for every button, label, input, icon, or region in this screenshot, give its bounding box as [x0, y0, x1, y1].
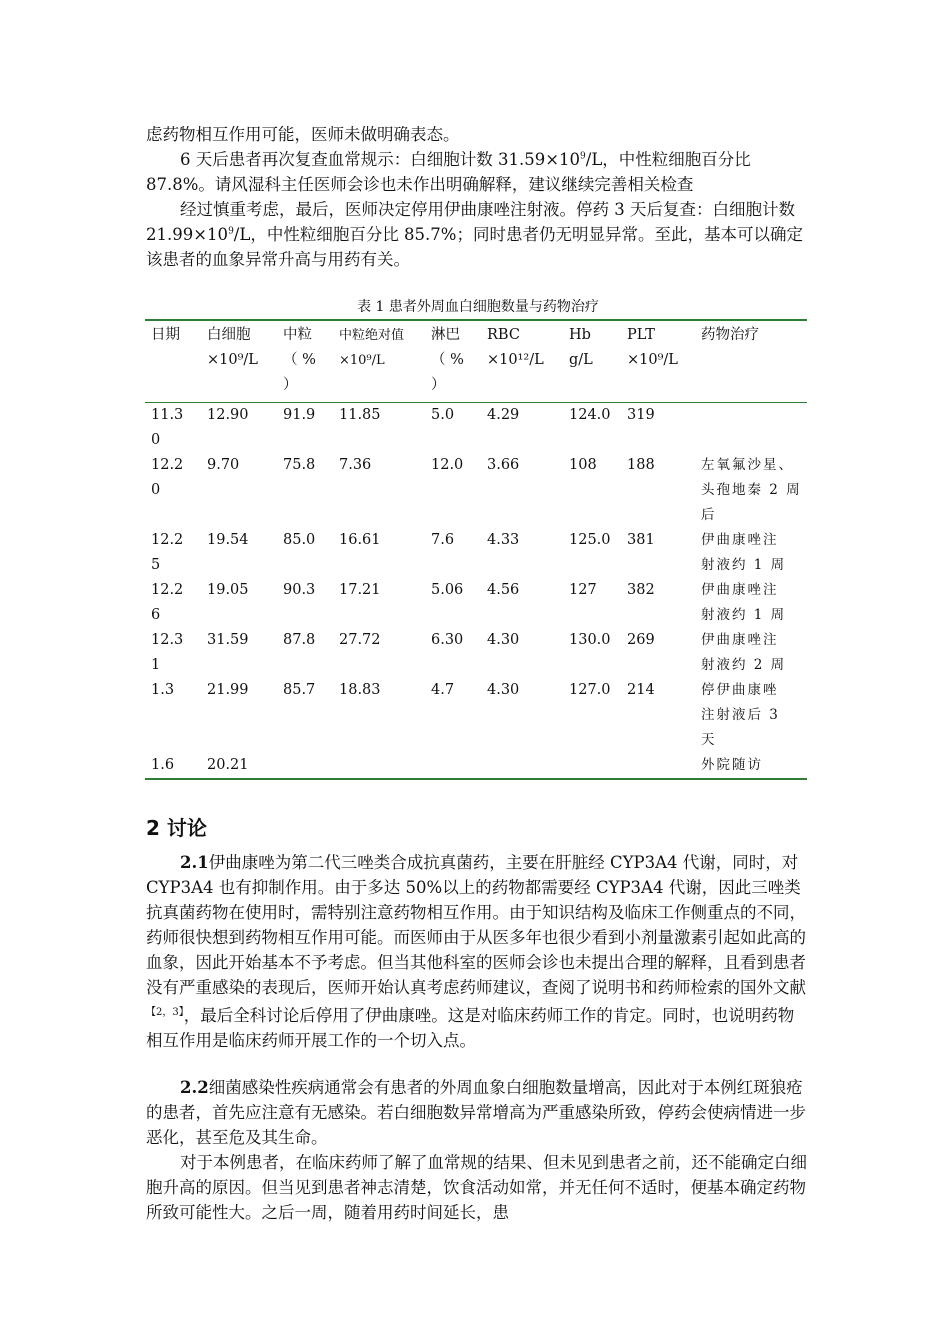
- cell-date: 12.2 6: [151, 582, 184, 623]
- cell-hb: 127.0: [569, 682, 611, 698]
- cell-neu-pct: 75.8: [283, 457, 316, 473]
- header-date: 日期: [151, 327, 180, 343]
- header-rbc: RBC ×10¹²/L: [487, 327, 544, 368]
- cell-date: 1.3: [151, 682, 175, 698]
- cell-drug: 伊曲康唑注 射液约 1 周: [701, 532, 787, 573]
- cell-drug: 左氧氟沙星、 头孢地秦 2 周 后: [701, 457, 802, 523]
- cell-rbc: 4.30: [487, 682, 520, 698]
- cell-wbc: 9.70: [207, 457, 240, 473]
- intro-paragraph-wbc-recheck: 6 天后患者再次复查血常规示：白细胞计数 $31.59\times 10^9/L$，中性粒细胞百分比 87.8%。请风湿科主任医师会诊也未作出明确解释，建议继续完善相关检查: [146, 150, 751, 194]
- cell-neu-abs: 11.85: [339, 407, 381, 423]
- cell-plt: 381: [627, 532, 655, 548]
- cell-drug: [695, 403, 807, 454]
- cell-date: 11.3 0: [151, 407, 184, 448]
- cell-lym: 4.7: [431, 682, 455, 698]
- cell-hb: 130.0: [569, 632, 611, 648]
- cell-wbc: 20.21: [207, 757, 249, 773]
- cell-drug: 伊曲康唑注 射液约 1 周: [701, 582, 787, 623]
- cell-rbc: 4.29: [487, 407, 520, 423]
- header-wbc: 白细胞 ×10⁹/L: [207, 327, 258, 368]
- table-row: [145, 578, 807, 628]
- cell-wbc: 19.54: [207, 532, 249, 548]
- cell-neu-abs: 17.21: [339, 582, 381, 598]
- cell-plt: 188: [627, 457, 655, 473]
- cell-lym: 7.6: [431, 532, 455, 548]
- cell-date: 12.3 1: [151, 632, 184, 673]
- table-header-row: [145, 320, 807, 403]
- cell-wbc: 31.59: [207, 632, 249, 648]
- cell-lym: 5.0: [431, 407, 455, 423]
- cell-plt: 382: [627, 582, 655, 598]
- section-heading-discussion: 2 讨论: [146, 816, 207, 840]
- cell-hb: 108: [569, 457, 597, 473]
- table-row: [145, 628, 807, 678]
- cell-wbc: 12.90: [207, 407, 249, 423]
- cell-wbc: 19.05: [207, 582, 249, 598]
- cell-neu-abs: 7.36: [339, 457, 372, 473]
- cell-wbc: 21.99: [207, 682, 249, 698]
- cell-plt: 319: [627, 407, 655, 423]
- cell-date: 12.2 0: [151, 457, 184, 498]
- discussion-last-paragraph: 对于本例患者，在临床药师了解了血常规的结果、但未见到患者之前，还不能确定白细胞升高的原因。但当见到患者神志清楚，饮食活动如常，并无任何不适时，便基本确定药物所致可能性大。之后一周，随着用药时间延长，患: [146, 1153, 807, 1222]
- cell-lym: 12.0: [431, 457, 464, 473]
- cell-rbc: 4.56: [487, 582, 520, 598]
- table-row: [145, 453, 807, 528]
- cell-neu-pct: 90.3: [283, 582, 316, 598]
- cell-plt: [621, 753, 695, 779]
- header-lymphocyte: 淋巴 （ % ）: [431, 327, 464, 393]
- cell-rbc: 4.30: [487, 632, 520, 648]
- cell-drug: 伊曲康唑注 射液约 2 周: [701, 632, 787, 673]
- header-hb: Hb g/L: [569, 327, 593, 368]
- header-neutrophil-abs: 中粒绝对值 ×10⁹/L: [339, 328, 405, 368]
- cell-plt: 269: [627, 632, 655, 648]
- cell-hb: [563, 753, 621, 779]
- wbc-drug-table: [145, 319, 807, 780]
- cell-neu-abs: [333, 753, 425, 779]
- cell-neu-abs: 16.61: [339, 532, 381, 548]
- header-neutrophil-pct: 中粒 （ % ）: [283, 327, 316, 393]
- intro-paragraph-stop-drug: 经过慎重考虑，最后，医师决定停用伊曲康唑注射液。停药 3 天后复查：白细胞计数 $21.99\times 10^9/L$，中性粒细胞百分比 85.7%；同时患者仍无明显异常。至此，基本可以确定该患者的血象异常升高与用药有关。: [146, 200, 803, 269]
- discussion-2-1: 2.1伊曲康唑为第二代三唑类合成抗真菌药，主要在肝脏经 CYP3A4 代谢，同时，对 CYP3A4 也有抑制作用。由于多达 50%以上的药物都需要经 CYP3A4 代谢，因此三唑类抗真菌药物在使用时，需特别注意药物相互作用。由于知识结构及临床工作侧重点的不同，药师很快想到药物相互作用可能。而医师由于从医多年也很少看到小剂量激素引起如此高的血象，因此开始基本不予考虑。但当其他科室的医师会诊也未提出合理的解释，且看到患者没有严重感染的表现后，医师开始认真考虑药师建议，查阅了说明书和药师检索的国外文献$^{【2,3】}$，最后全科讨论后停用了伊曲康唑。这是对临床药师工作的肯定。同时，也说明药物相互作用是临床药师开展工作的一个切入点。: [146, 853, 806, 1050]
- cell-hb: 125.0: [569, 532, 611, 548]
- table-row: [145, 528, 807, 578]
- cell-neu-pct: 85.0: [283, 532, 316, 548]
- header-plt: PLT ×10⁹/L: [627, 327, 678, 368]
- cell-neu-pct: 85.7: [283, 682, 316, 698]
- cell-rbc: 4.33: [487, 532, 520, 548]
- table-caption: 表 1 患者外周血白细胞数量与药物治疗: [357, 299, 599, 315]
- cell-rbc: 3.66: [487, 457, 520, 473]
- intro-line: 虑药物相互作用可能，医师未做明确表态。: [146, 125, 460, 144]
- cell-hb: 127: [569, 582, 597, 598]
- cell-date: 12.2 5: [151, 532, 184, 573]
- table-row: [145, 753, 807, 779]
- table-row: [145, 403, 807, 454]
- cell-rbc: [481, 753, 563, 779]
- cell-date: 1.6: [151, 757, 175, 773]
- cell-lym: 6.30: [431, 632, 464, 648]
- cell-lym: 5.06: [431, 582, 464, 598]
- table-row: [145, 678, 807, 753]
- cell-neu-pct: [277, 753, 333, 779]
- cell-lym: [425, 753, 481, 779]
- cell-neu-abs: 27.72: [339, 632, 381, 648]
- cell-hb: 124.0: [569, 407, 611, 423]
- cell-drug: 外院随访: [701, 757, 763, 773]
- cell-plt: 214: [627, 682, 655, 698]
- cell-neu-abs: 18.83: [339, 682, 381, 698]
- header-drug: 药物治疗: [701, 327, 759, 343]
- cell-neu-pct: 91.9: [283, 407, 316, 423]
- discussion-2-2: 2.2细菌感染性疾病通常会有患者的外周血象白细胞数量增高，因此对于本例红斑狼疮的患者，首先应注意有无感染。若白细胞数异常增高为严重感染所致，停药会使病情进一步恶化，甚至危及其生命。: [146, 1078, 806, 1147]
- cell-drug: 停伊曲康唑 注射液后 3 天: [701, 682, 780, 748]
- cell-neu-pct: 87.8: [283, 632, 316, 648]
